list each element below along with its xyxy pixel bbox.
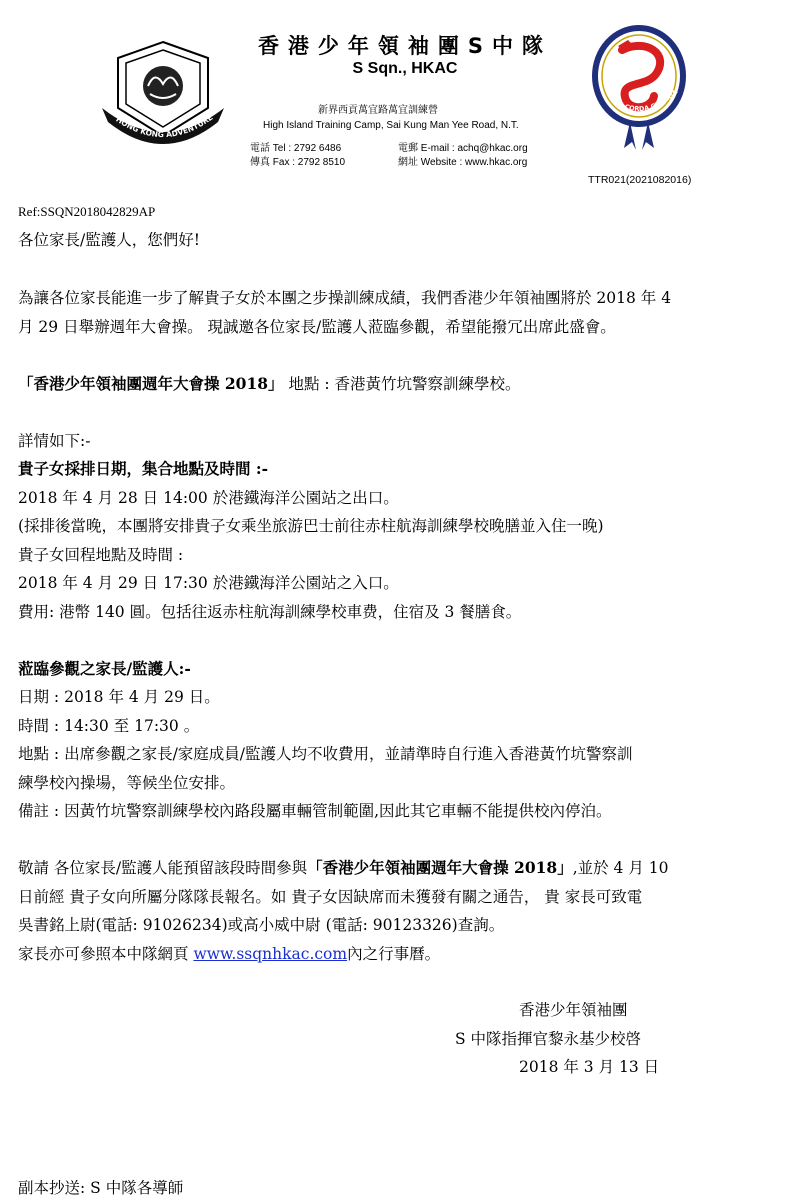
signature-signer: S 中隊指揮官黎永基少校啓 xyxy=(455,1030,642,1048)
closing-line-4-pre: 家長亦可參照本中隊網頁 xyxy=(18,945,194,963)
s-squadron-crest xyxy=(588,24,690,152)
visitors-heading: 蒞臨參觀之家長/監護人:- xyxy=(18,659,191,678)
visit-date: 日期 : 2018 年 4 月 29 日。 xyxy=(18,688,220,706)
signature-date: 2018 年 3 月 13 日 xyxy=(519,1058,660,1076)
assembly-time: 2018 年 4 月 28 日 14:00 於港鐵海洋公園站之出口。 xyxy=(18,489,399,507)
website: 網址 Website : www.hkac.org xyxy=(398,157,528,168)
crest-motto: PER CORDA CHORDA xyxy=(608,87,680,114)
address-en: High Island Training Camp, Sai Kung Man Yee Road, N.T. xyxy=(263,120,519,131)
assembly-heading: 貴子女採排日期，集合地點及時間 :- xyxy=(18,459,269,478)
intro-line-2: 月 29 日舉辦週年大會操。 現誠邀各位家長/監護人蒞臨參觀，希望能撥冗出席此盛會。 xyxy=(18,318,616,336)
fax: 傳真 Fax : 2792 8510 xyxy=(250,157,346,168)
event-venue: 地點 : 香港黃竹坑警察訓練學校。 xyxy=(283,375,521,393)
closing-line-1-pre: 敬請 各位家長/監護人能預留該段時間參與 xyxy=(18,859,308,877)
visit-time: 時間 : 14:30 至 17:30 。 xyxy=(18,717,200,735)
event-name: 「香港少年領袖團週年大會操 2018」 xyxy=(18,374,284,393)
return-time: 2018 年 4 月 29 日 17:30 於港鐵海洋公園站之入口。 xyxy=(18,574,399,592)
org-name-en: S Sqn., HKAC xyxy=(352,60,458,77)
tel: 電話 Tel : 2792 6486 xyxy=(250,143,342,154)
greeting: 各位家長/監護人，您們好! xyxy=(18,231,200,249)
visit-location-line-2: 練學校內操場，等候坐位安排。 xyxy=(18,774,236,792)
return-heading: 貴子女回程地點及時間 : xyxy=(18,546,184,564)
intro-line-1: 為讓各位家長能進一步了解貴子女於本團之步操訓練成績，我們香港少年領袖團將於 2018 年 4 xyxy=(18,289,672,307)
hkac-logo xyxy=(98,38,228,150)
carbon-copy: 副本抄送: S 中隊各導師 xyxy=(18,1179,184,1197)
email: 電郵 E-mail : achq@hkac.org xyxy=(398,143,528,154)
closing-line-2: 日前經 貴子女向所屬分隊隊長報名。如 貴子女因缺席而未獲發有關之通告， 貴 家長可致電 xyxy=(18,888,643,906)
event-line xyxy=(18,370,521,398)
closing-event-name: 「香港少年領袖團週年大會操 2018」 xyxy=(307,858,573,877)
details-heading: 詳情如下:- xyxy=(18,432,91,450)
org-name-zh: 香港少年領袖團S中隊 xyxy=(257,34,553,58)
document-code: TTR021(2021082016) xyxy=(588,174,692,186)
closing-line-4-post: 內之行事曆。 xyxy=(347,945,441,963)
fee: 費用: 港幣 140 圓。包括往返赤柱航海訓練學校車费，住宿及 3 餐膳食。 xyxy=(18,603,522,621)
closing-line-1 xyxy=(18,854,669,882)
website-link[interactable]: www.ssqnhkac.com xyxy=(193,945,348,963)
closing-line-3: 吳書銘上尉(電話: 91026234)或高小威中尉 (電話: 90123326)查詢。 xyxy=(18,916,505,934)
reference-number: Ref:SSQN2018042829AP xyxy=(18,204,156,219)
signature-org: 香港少年領袖團 xyxy=(519,1001,628,1019)
visit-location-line-1: 地點 : 出席參觀之家長/家庭成員/監護人均不收費用，並請準時自行進入香港黃竹坑警察訓 xyxy=(18,745,633,763)
closing-line-1-post: ,並於 4 月 10 xyxy=(572,859,669,877)
hkac-logo-text: HONG KONG ADVENTURE xyxy=(114,112,215,140)
closing-line-4 xyxy=(18,940,440,968)
assembly-note: (採排後當晚，本團將安排貴子女乘坐旅游巴士前往赤柱航海訓練學校晚膳並入住一晚) xyxy=(18,517,604,535)
visit-remark: 備註 : 因黃竹坑警察訓練學校內路段屬車輛管制範圍,因此其它車輛不能提供校內停泊。 xyxy=(18,802,612,820)
address-zh: 新界西貢萬宜路萬宜訓練營 xyxy=(318,105,438,116)
